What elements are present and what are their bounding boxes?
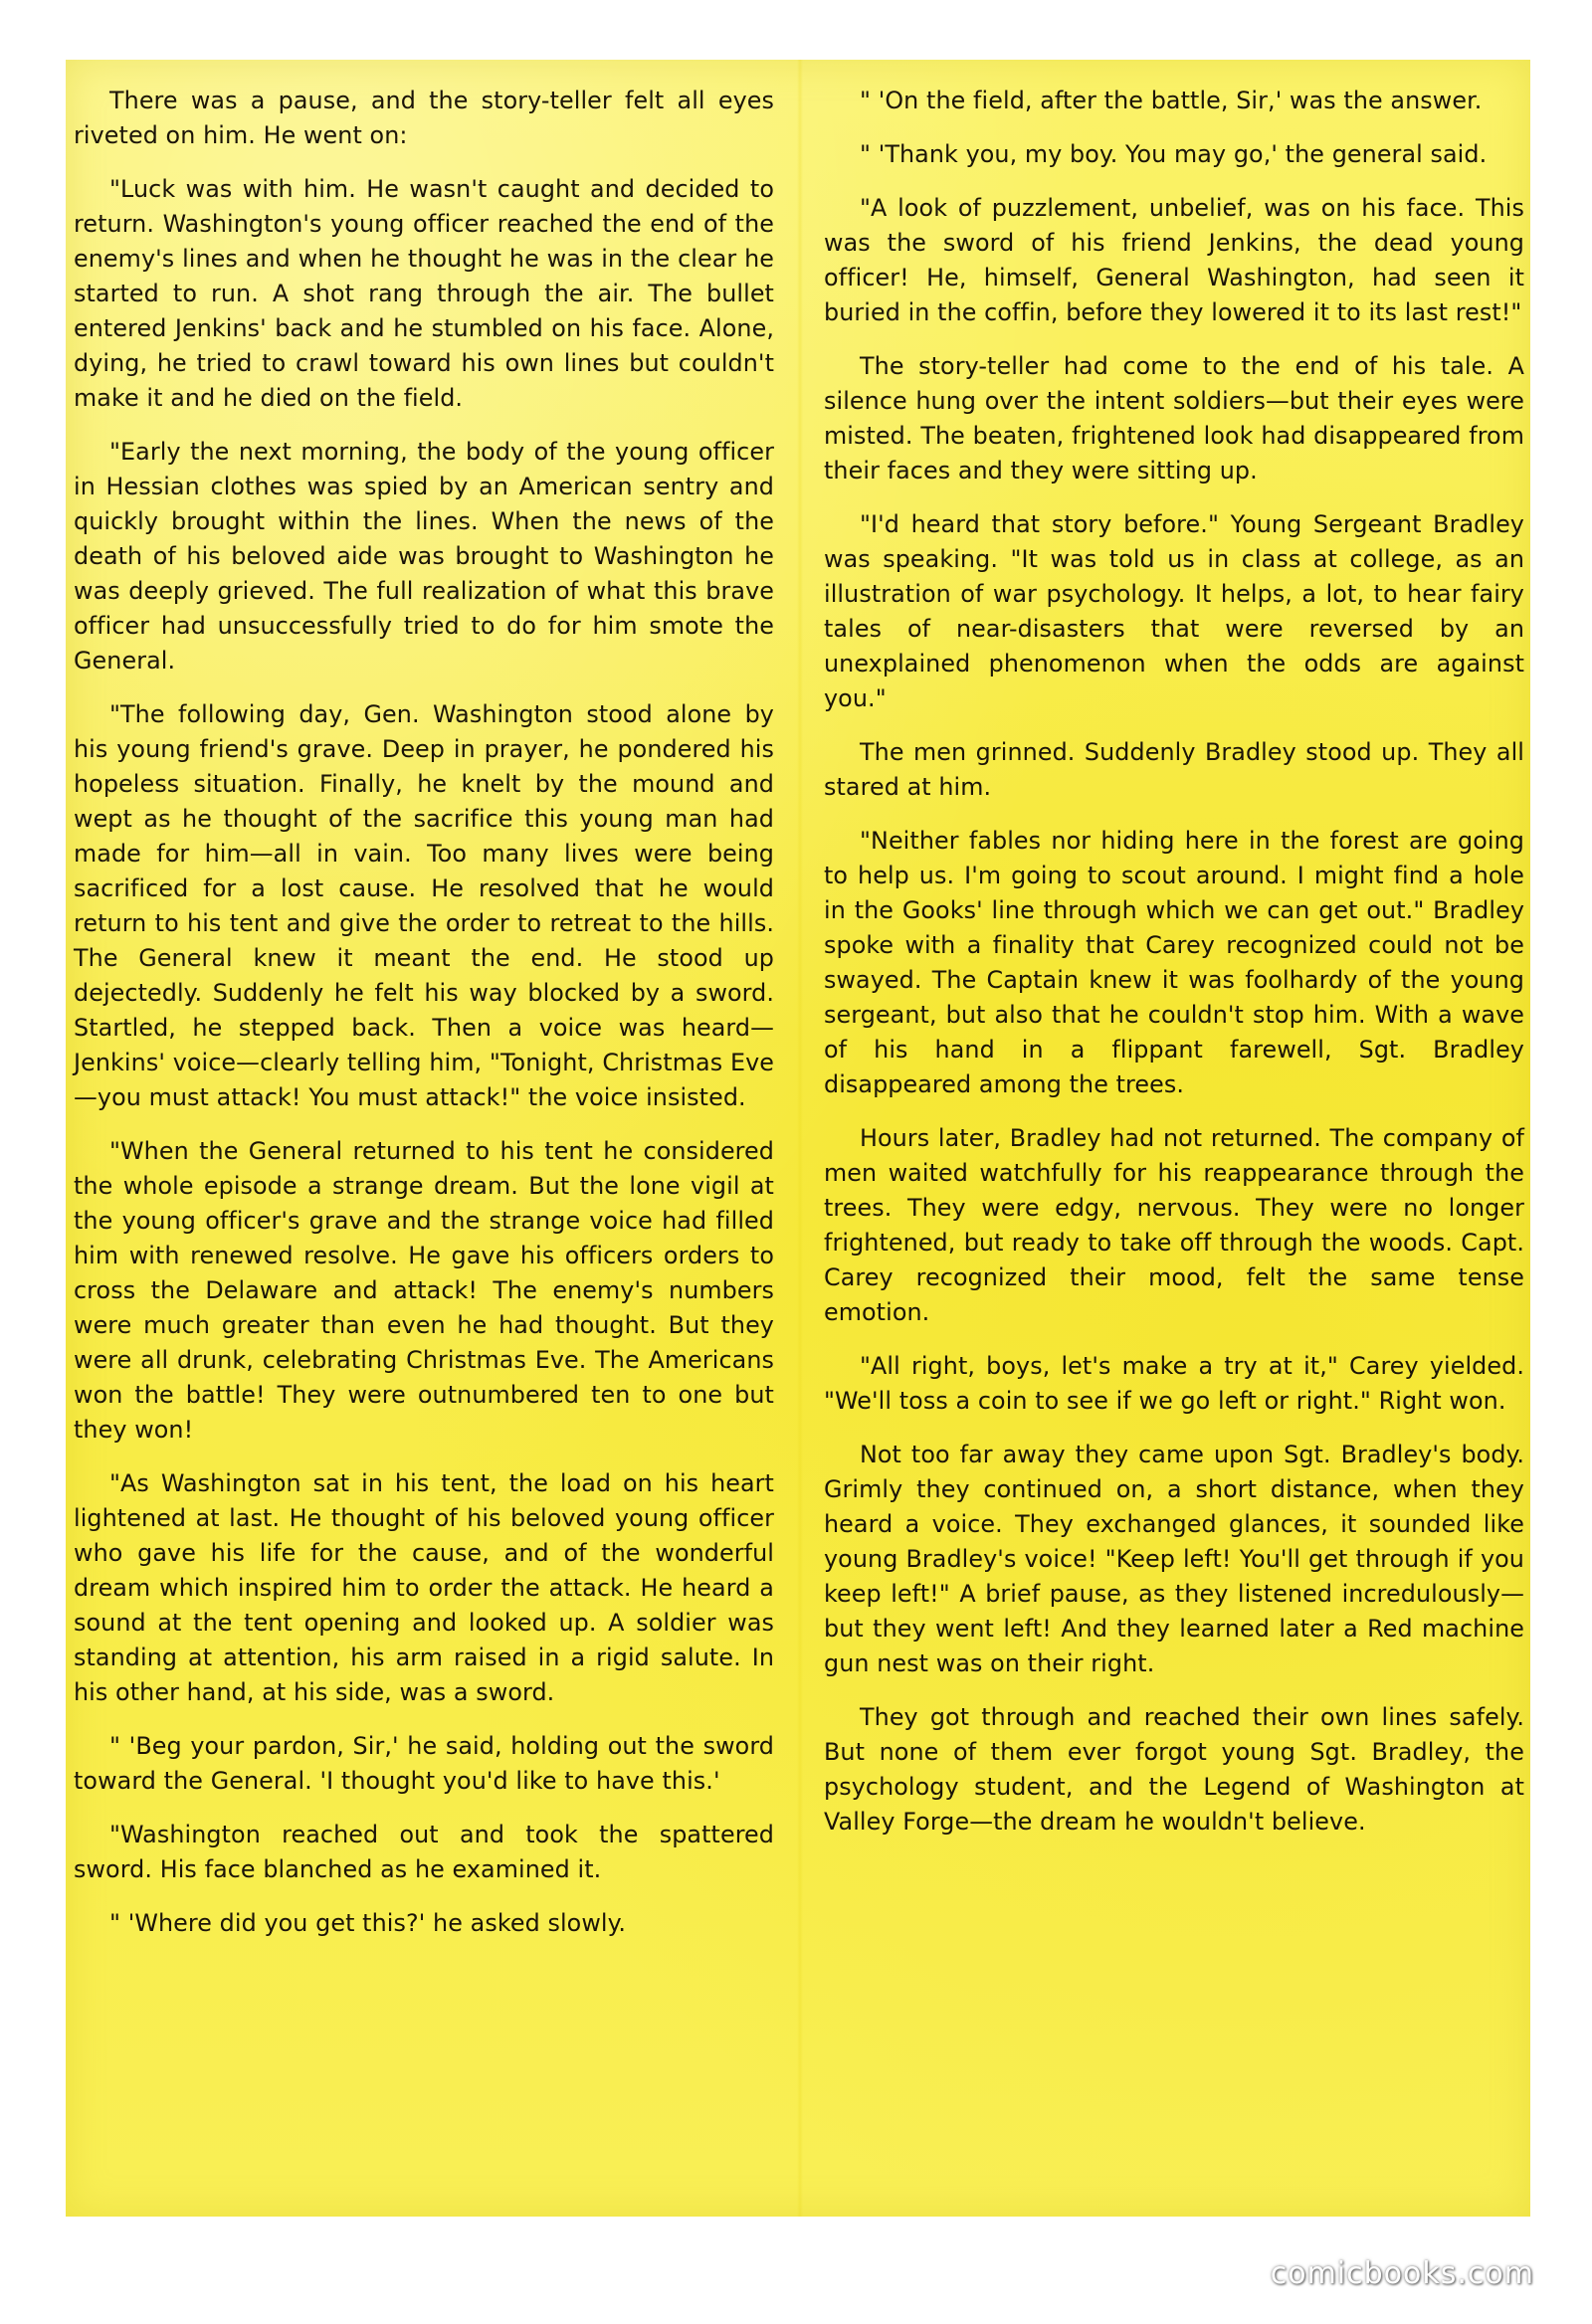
story-paragraph: " 'On the field, after the battle, Sir,' was the answer. [860, 87, 1483, 114]
story-paragraph: "The following day, Gen. Washington stood alone by his young friend's grave. Deep in prayer, he pondered his hopeless situation. Finally, he knelt by the mound and wept as he thought of the sacrifice this young man had made for him—all in vain. Too many lives were being sacrificed for a lost cause. He resolved that he would return to his tent and give the order to retreat to the hills. The General knew it meant the end. He stood up dejectedly. Suddenly he felt his way blocked by a sword. Startled, he stepped back. Then a voice was heard—Jenkins' voice—clearly telling him, "Tonight, Christmas Eve—you must attack! You must attack!" the voice insisted. [74, 700, 774, 1111]
right-column [824, 84, 1524, 1858]
story-paragraph: There was a pause, and the story-teller felt all eyes riveted on him. He went on: [74, 87, 774, 149]
story-paragraph: "Early the next morning, the body of the young officer in Hessian clothes was spied by an American sentry and quickly brought within the lines. When the news of the death of his beloved aide was brought to Washington he was deeply grieved. The full realization of what this brave officer had unsuccessfully tried to do for him smote the General. [74, 438, 774, 675]
story-paragraph: Hours later, Bradley had not returned. The company of men waited watchfully for his reappearance through the trees. They were edgy, nervous. They were no longer frightened, but ready to take off through the woods. Capt. Carey recognized their mood, felt the same tense emotion. [824, 1124, 1524, 1326]
story-paragraph: Not too far away they came upon Sgt. Bradley's body. Grimly they continued on, a short distance, when they heard a voice. They exchanged glances, it sounded like young Bradley's voice! "Keep left! You'll get through if you keep left!" A brief pause, as they listened incredulously—but they went left! And they learned later a Red machine gun nest was on their right. [824, 1441, 1524, 1677]
story-paragraph: "All right, boys, let's make a try at it," Carey yielded. "We'll toss a coin to see if we go left or right." Right won. [824, 1352, 1524, 1415]
story-paragraph: "When the General returned to his tent he considered the whole episode a strange dream. But the lone vigil at the young officer's grave and the strange voice had filled him with renewed resolve. He gave his officers orders to cross the Delaware and attack! The enemy's numbers were much greater than even he had thought. But they were all drunk, celebrating Christmas Eve. The Americans won the battle! They were outnumbered ten to one but they won! [74, 1137, 774, 1444]
story-paragraph: " 'Where did you get this?' he asked slowly. [109, 1909, 627, 1937]
story-paragraph: "As Washington sat in his tent, the load on his heart lightened at last. He thought of his beloved young officer who gave his life for the cause, and of the wonderful dream which inspired him to order the attack. He heard a sound at the tent opening and looked up. A soldier was standing at attention, his arm raised in a rigid salute. In his other hand, at his side, was a sword. [74, 1469, 774, 1706]
left-column [74, 84, 774, 1960]
story-paragraph: " 'Thank you, my boy. You may go,' the general said. [860, 140, 1488, 168]
story-paragraph: They got through and reached their own lines safely. But none of them ever forgot young Sgt. Bradley, the psychology student, and the Legend of Washington at Valley Forge—the dream he wouldn't believe. [824, 1703, 1524, 1836]
story-paragraph: "I'd heard that story before." Young Sergeant Bradley was speaking. "It was told us in class at college, as an illustration of war psychology. It helps, a lot, to hear fairy tales of near-disasters that were reversed by an unexplained phenomenon when the odds are against you." [824, 510, 1524, 712]
story-paragraph: The story-teller had come to the end of his tale. A silence hung over the intent soldiers—but their eyes were misted. The beaten, frightened look had disappeared from their faces and they were sitting up. [824, 352, 1524, 484]
column-gutter [797, 60, 803, 2217]
story-paragraph: "Neither fables nor hiding here in the forest are going to help us. I'm going to scout around. I might find a hole in the Gooks' line through which we can get out." Bradley spoke with a finality that Carey recognized could not be swayed. The Captain knew it was foolhardy of the young sergeant, but also that he couldn't stop him. With a wave of his hand in a flippant farewell, Sgt. Bradley disappeared among the trees. [824, 827, 1524, 1098]
story-paragraph: "Luck was with him. He wasn't caught and decided to return. Washington's young officer reached the end of the enemy's lines and when he thought he was in the clear he started to run. A shot rang through the air. The bullet entered Jenkins' back and he stumbled on his face. Alone, dying, he tried to crawl toward his own lines but couldn't make it and he died on the field. [74, 175, 774, 412]
story-paragraph: The men grinned. Suddenly Bradley stood up. They all stared at him. [824, 738, 1524, 801]
story-paragraph: "Washington reached out and took the spattered sword. His face blanched as he examined it. [74, 1821, 774, 1883]
story-paragraph: " 'Beg your pardon, Sir,' he said, holding out the sword toward the General. 'I thought you'd like to have this.' [74, 1732, 774, 1795]
story-page [66, 60, 1530, 2217]
site-watermark: comicbooks.com [1270, 2256, 1534, 2291]
story-paragraph: "A look of puzzlement, unbelief, was on his face. This was the sword of his friend Jenkins, the dead young officer! He, himself, General Washington, had seen it buried in the coffin, before they lowered it to its last rest!" [824, 194, 1524, 326]
